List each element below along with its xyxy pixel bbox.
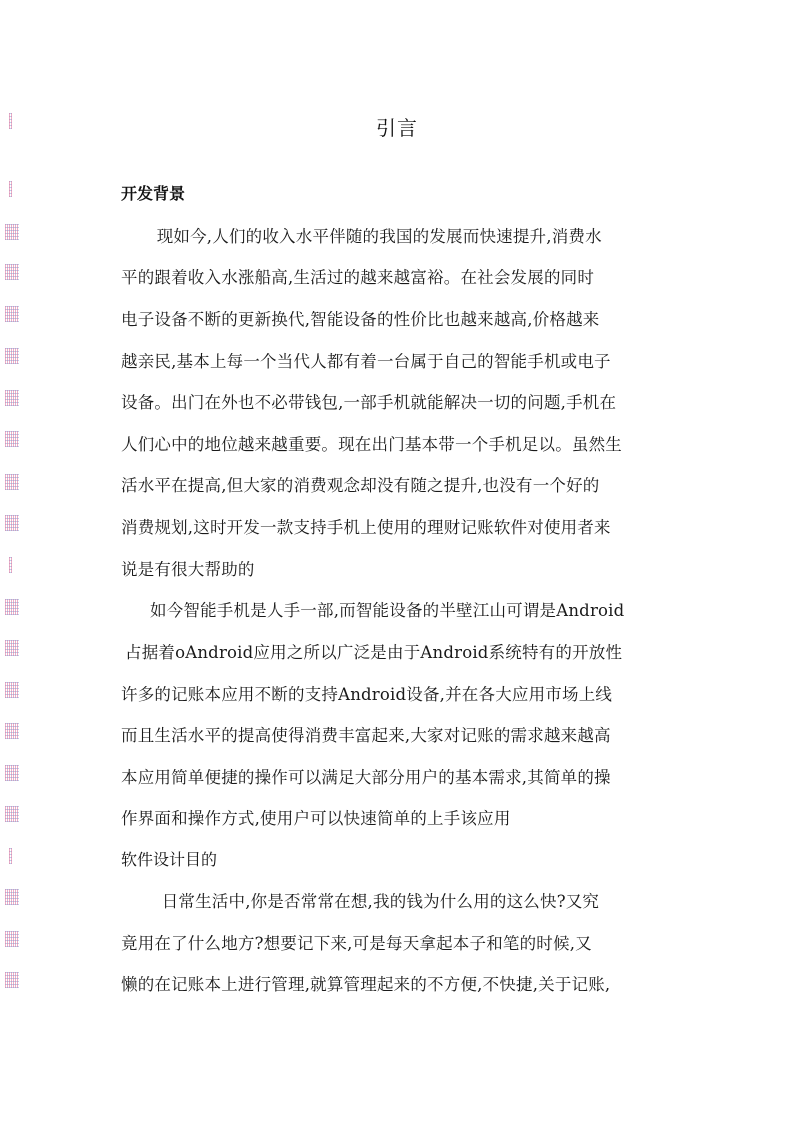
paragraph-line: 平的跟着收入水涨船高,生活过的越来越富裕。在社会发展的同时 — [121, 268, 595, 287]
margin-mark — [5, 889, 19, 905]
paragraph-line: 说是有很大帮助的 — [121, 560, 255, 579]
paragraph-line: 消费规划,这时开发一款支持手机上使用的理财记账软件对使用者来 — [121, 518, 611, 537]
margin-mark — [5, 972, 19, 988]
paragraph-line: 现如今,人们的收入水平伴随的我国的发展而快速提升,消费水 — [140, 227, 602, 246]
paragraph-line: 电子设备不断的更新换代,智能设备的性价比也越来越高,价格越来 — [121, 310, 600, 329]
paragraph-line: 如今智能手机是人手一部,而智能设备的半壁江山可谓是Android — [150, 601, 625, 620]
margin-mark — [9, 848, 12, 864]
paragraph-line: 而且生活水平的提高使得消费丰富起来,大家对记账的需求越来越高 — [121, 726, 611, 745]
margin-mark — [5, 224, 19, 240]
margin-mark — [5, 682, 19, 698]
paragraph-line: 许多的记账本应用不断的支持Android设备,并在各大应用市场上线 — [121, 685, 613, 704]
margin-mark — [5, 806, 19, 822]
paragraph-line: 作界面和操作方式,使用户可以快速简单的上手该应用 — [121, 809, 511, 828]
margin-mark — [5, 765, 19, 781]
margin-mark — [5, 515, 19, 531]
paragraph-line: 越亲民,基本上每一个当代人都有着一台属于自己的智能手机或电子 — [121, 352, 611, 371]
paragraph-line: 懒的在记账本上进行管理,就算管理起来的不方便,不快捷,关于记账, — [121, 975, 611, 994]
section-heading-purpose: 软件设计目的 — [121, 850, 218, 869]
paragraph-line: 设备。出门在外也不必带钱包,一部手机就能解决一切的问题,手机在 — [121, 393, 617, 412]
margin-mark — [5, 306, 19, 322]
paragraph-line: 本应用简单便捷的操作可以满足大部分用户的基本需求,其简单的操 — [121, 768, 611, 787]
margin-mark — [5, 264, 19, 280]
margin-mark — [5, 723, 19, 739]
paragraph-line: 竟用在了什么地方?想要记下来,可是每天拿起本子和笔的时候,又 — [121, 934, 592, 953]
paragraph-line: 日常生活中,你是否常常在想,我的钱为什么用的这么快?又究 — [145, 892, 600, 911]
margin-mark — [5, 390, 19, 406]
margin-mark — [5, 640, 19, 656]
paragraph-line: 占据着oAndroid应用之所以广泛是由于Android系统特有的开放性 — [125, 643, 623, 662]
margin-mark — [5, 474, 19, 490]
margin-mark — [5, 931, 19, 947]
margin-mark — [5, 599, 19, 615]
margin-mark — [5, 348, 19, 364]
paragraph-line: 活水平在提高,但大家的消费观念却没有随之提升,也没有一个好的 — [121, 476, 600, 495]
margin-mark — [9, 557, 12, 573]
margin-mark — [5, 431, 19, 447]
page-title: 引言 — [376, 116, 418, 140]
margin-mark — [9, 181, 12, 197]
paragraph-line: 人们心中的地位越来越重要。现在出门基本带一个手机足以。虽然生 — [121, 435, 622, 454]
section-heading-background: 开发背景 — [121, 184, 186, 203]
